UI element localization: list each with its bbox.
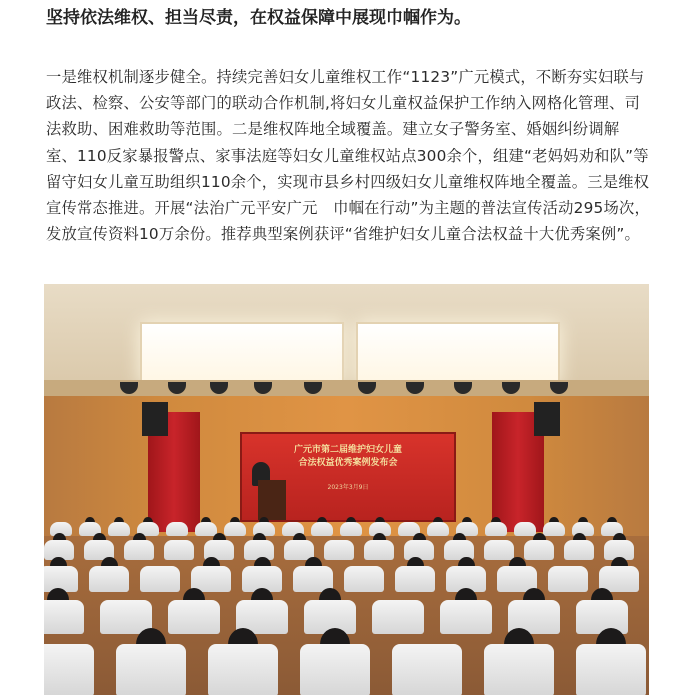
audience-chair (89, 566, 129, 592)
audience-chair (364, 540, 394, 560)
audience-chair (311, 522, 333, 536)
audience-chair (440, 600, 492, 634)
ceiling-light-left (140, 322, 344, 386)
audience-chair (116, 644, 186, 695)
audience-chair (484, 540, 514, 560)
audience-chair (524, 540, 554, 560)
loudspeaker-right (534, 402, 560, 436)
audience-chair (427, 522, 449, 536)
loudspeaker-left (142, 402, 168, 436)
audience-chair (548, 566, 588, 592)
audience-chair (392, 644, 462, 695)
section-heading: 坚持依法维权、担当尽责，在权益保障中展现巾帼作为。 (46, 8, 471, 28)
audience-chair (140, 566, 180, 592)
audience-chair (484, 644, 554, 695)
audience-chair (300, 644, 370, 695)
audience-chair (124, 540, 154, 560)
backdrop-date: 2023年3月9日 (327, 484, 369, 491)
audience-chair (324, 540, 354, 560)
audience-chair (372, 600, 424, 634)
audience-chair (514, 522, 536, 536)
audience-chair (224, 522, 246, 536)
backdrop-title-line1: 广元市第二届维护妇女儿童 (293, 445, 402, 455)
audience-chair (208, 644, 278, 695)
podium (258, 480, 286, 520)
audience-chair (576, 644, 646, 695)
audience-chair (44, 644, 94, 695)
audience-chair (576, 600, 628, 634)
audience-chair (543, 522, 565, 536)
backdrop-title-line2: 合法权益优秀案例发布会 (298, 458, 398, 468)
ceiling-light-right (356, 322, 560, 386)
audience-chair (108, 522, 130, 536)
audience-chair (564, 540, 594, 560)
audience-chair (195, 522, 217, 536)
audience-chair (344, 566, 384, 592)
audience-chair (44, 600, 84, 634)
audience-chair (166, 522, 188, 536)
audience-chair (395, 566, 435, 592)
backdrop-title (242, 444, 454, 470)
article-paragraph: 一是维权机制逐步健全。持续完善妇女儿童维权工作“1123”广元模式，不断夯实妇联与政法、检察、公安等部门的联动合作机制,将妇女儿童权益保护工作纳入网格化管理、司法救助、困难救助等范围。二是维权阵地全域覆盖。建立女子警务室、婚姻纠纷调解室、110反家暴报警点、家事法庭等妇女儿童维权站点300余个，组建“老妈妈劝和队”等留守妇女儿童互助组织110余个，实现市县乡村四级妇女儿童维权阵地全覆盖。三是维权宣传常态推进。开展“法治广元平安广元 巾帼在行动”为主题的普法宣传活动295场次，发放宣传资料10万余份。推荐典型案例获评“省维护妇女儿童合法权益十大优秀案例”。 (46, 68, 650, 244)
audience-chair (485, 522, 507, 536)
audience-chair (164, 540, 194, 560)
audience-chair (168, 600, 220, 634)
conference-photo (44, 284, 649, 695)
audience-seating (44, 522, 649, 695)
audience-chair (340, 522, 362, 536)
